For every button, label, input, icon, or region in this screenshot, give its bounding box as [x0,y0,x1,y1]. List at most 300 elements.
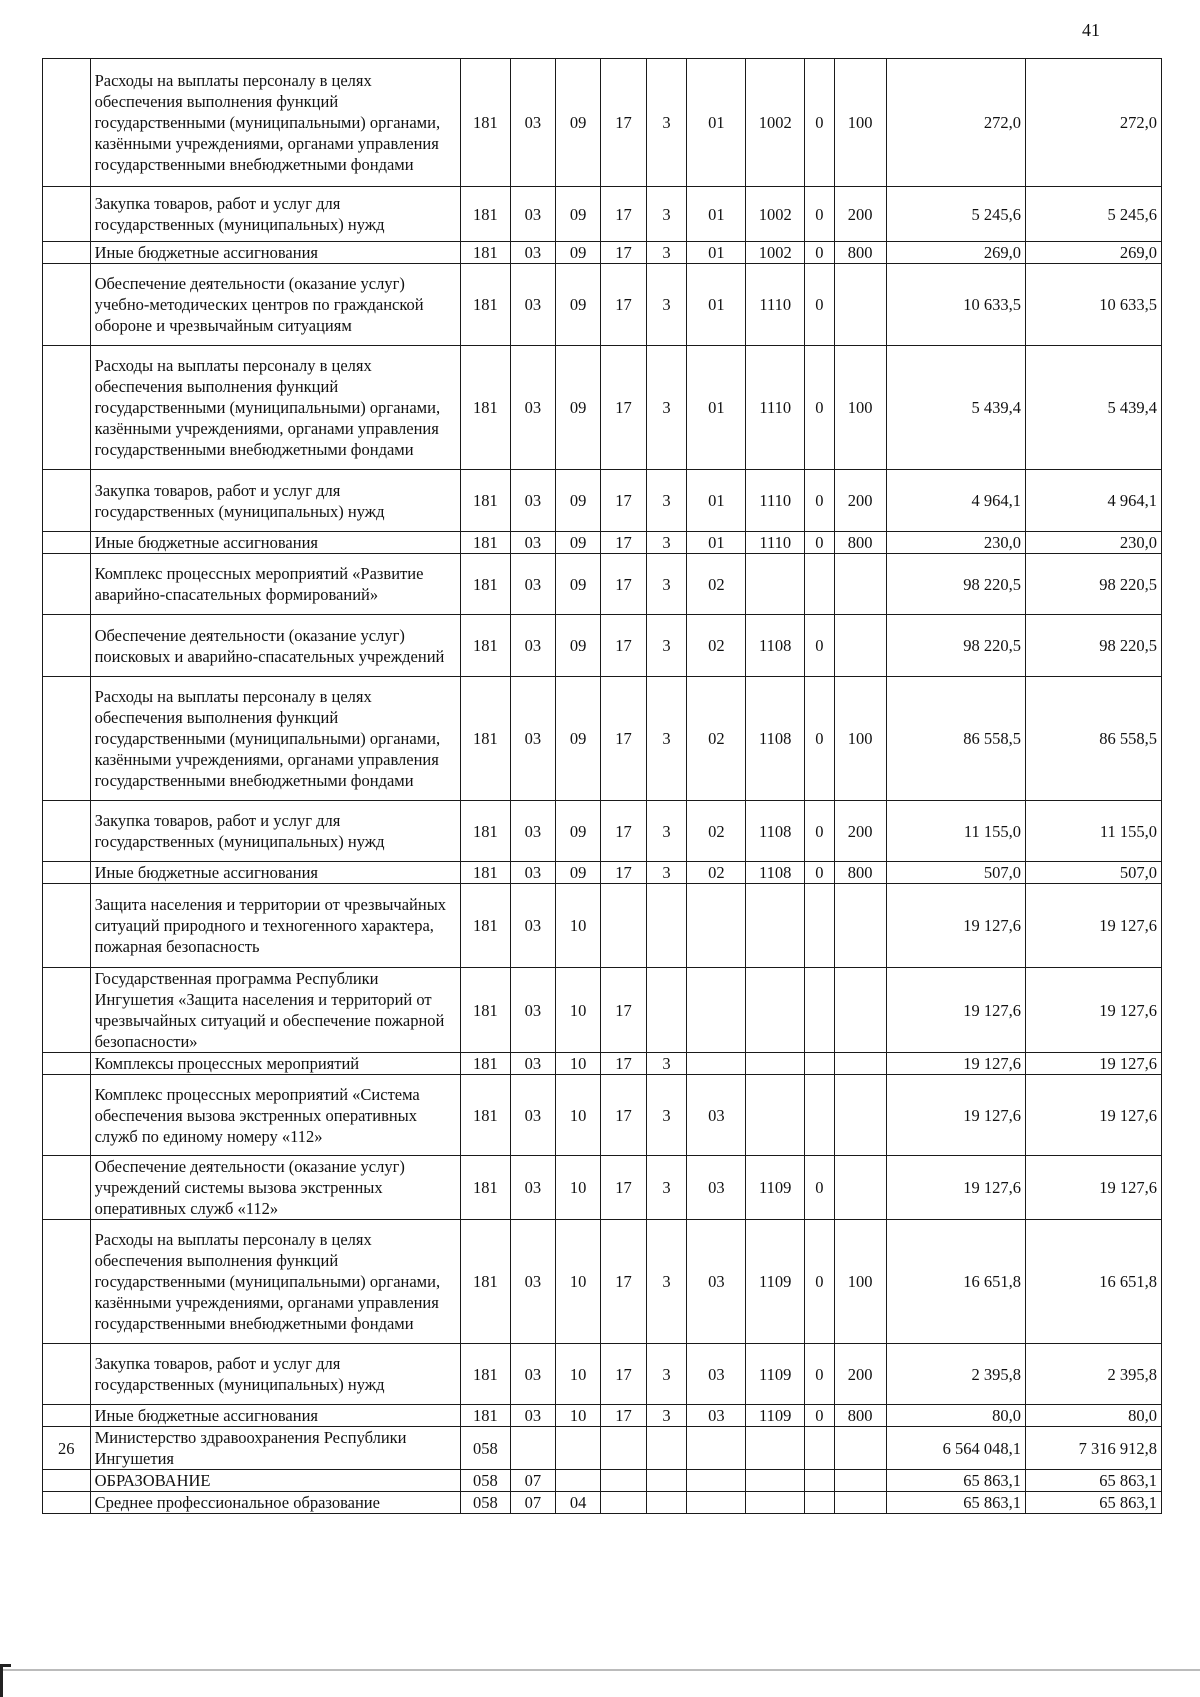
code-complex: 03 [687,1405,746,1427]
code-section: 03 [510,554,555,615]
code-program: 17 [601,59,646,187]
code-subsection: 09 [556,532,601,554]
amount-year-2: 269,0 [1026,242,1162,264]
code-subsection: 10 [556,968,601,1053]
amount-year-2: 11 155,0 [1026,801,1162,862]
table-row [43,532,1162,554]
code-subsection: 10 [556,1344,601,1405]
row-number [43,264,91,346]
code-complex: 02 [687,862,746,884]
page-number: 41 [1082,20,1100,40]
code-ministry: 181 [460,615,510,677]
code-expense-type: 200 [834,187,886,242]
code-program: 17 [601,1344,646,1405]
table-row [43,1075,1162,1156]
amount-year-1: 11 155,0 [886,801,1025,862]
code-section [510,1427,555,1470]
code-subprogram-type: 3 [646,554,687,615]
amount-year-2: 65 863,1 [1026,1492,1162,1514]
row-number [43,1053,91,1075]
code-subprogram-type: 3 [646,1220,687,1344]
code-extra: 0 [805,1220,834,1344]
amount-year-2: 272,0 [1026,59,1162,187]
amount-year-2: 19 127,6 [1026,1156,1162,1220]
row-number [43,1470,91,1492]
code-subsection: 09 [556,554,601,615]
code-expense-type [834,1470,886,1492]
code-subprogram-type: 3 [646,677,687,801]
code-direction [746,884,805,968]
amount-year-2: 19 127,6 [1026,968,1162,1053]
code-ministry: 058 [460,1470,510,1492]
row-number [43,346,91,470]
code-extra [805,968,834,1053]
amount-year-2: 80,0 [1026,1405,1162,1427]
code-subsection: 09 [556,346,601,470]
amount-year-1: 230,0 [886,532,1025,554]
code-expense-type [834,968,886,1053]
code-complex [687,1492,746,1514]
row-description: Иные бюджетные ассигнования [90,532,460,554]
code-ministry: 181 [460,884,510,968]
code-extra: 0 [805,59,834,187]
amount-year-2: 98 220,5 [1026,554,1162,615]
code-ministry: 181 [460,1344,510,1405]
code-direction: 1109 [746,1156,805,1220]
table-row [43,470,1162,532]
amount-year-2: 19 127,6 [1026,1053,1162,1075]
table-row [43,1344,1162,1405]
amount-year-2: 86 558,5 [1026,677,1162,801]
amount-year-1: 65 863,1 [886,1470,1025,1492]
code-expense-type [834,554,886,615]
code-complex: 03 [687,1156,746,1220]
amount-year-1: 2 395,8 [886,1344,1025,1405]
table-row [43,862,1162,884]
code-expense-type [834,1075,886,1156]
code-program: 17 [601,264,646,346]
code-subprogram-type: 3 [646,187,687,242]
code-ministry: 181 [460,1053,510,1075]
code-subsection: 09 [556,862,601,884]
code-subprogram-type [646,1470,687,1492]
table-row [43,1470,1162,1492]
row-description: Расходы на выплаты персоналу в целях обеспечения выполнения функций государственными (муниципальными) органами, казёнными учреждениями, органами управления государственными внебюджетными фондами [90,346,460,470]
code-section: 03 [510,615,555,677]
code-program: 17 [601,801,646,862]
code-complex: 01 [687,264,746,346]
row-description: Расходы на выплаты персоналу в целях обеспечения выполнения функций государственными (муниципальными) органами, казёнными учреждениями, органами управления государственными внебюджетными фондами [90,1220,460,1344]
code-program: 17 [601,1156,646,1220]
code-extra: 0 [805,532,834,554]
code-section: 03 [510,884,555,968]
code-subsection: 09 [556,470,601,532]
code-direction: 1110 [746,532,805,554]
code-ministry: 181 [460,1220,510,1344]
table-row [43,968,1162,1053]
amount-year-2: 10 633,5 [1026,264,1162,346]
code-program [601,1470,646,1492]
row-description: Государственная программа Республики Ингушетия «Защита населения и территорий от чрезвычайных ситуаций и обеспечение пожарной безопасности» [90,968,460,1053]
code-subprogram-type: 3 [646,1156,687,1220]
row-description: Защита населения и территории от чрезвычайных ситуаций природного и техногенного характера, пожарная безопасность [90,884,460,968]
amount-year-1: 10 633,5 [886,264,1025,346]
amount-year-1: 98 220,5 [886,615,1025,677]
code-ministry: 181 [460,470,510,532]
code-subsection [556,1427,601,1470]
code-subprogram-type: 3 [646,59,687,187]
code-section: 07 [510,1492,555,1514]
scan-corner-mark [0,1664,11,1697]
row-number [43,59,91,187]
table-row [43,346,1162,470]
code-ministry: 181 [460,1075,510,1156]
code-subsection: 09 [556,801,601,862]
code-complex [687,1427,746,1470]
code-direction: 1108 [746,677,805,801]
amount-year-1: 65 863,1 [886,1492,1025,1514]
code-complex: 02 [687,801,746,862]
code-program: 17 [601,532,646,554]
table-row [43,242,1162,264]
table-row [43,1427,1162,1470]
code-expense-type [834,1053,886,1075]
code-extra: 0 [805,677,834,801]
row-number [43,1156,91,1220]
row-number [43,242,91,264]
code-program: 17 [601,346,646,470]
row-description: Обеспечение деятельности (оказание услуг) учреждений системы вызова экстренных оперативных служб «112» [90,1156,460,1220]
code-complex: 01 [687,470,746,532]
code-complex: 02 [687,554,746,615]
code-direction: 1110 [746,264,805,346]
code-expense-type: 800 [834,242,886,264]
code-direction: 1109 [746,1405,805,1427]
code-complex: 01 [687,187,746,242]
code-direction [746,1492,805,1514]
code-subprogram-type [646,968,687,1053]
code-section: 03 [510,242,555,264]
code-section: 03 [510,968,555,1053]
amount-year-2: 4 964,1 [1026,470,1162,532]
code-subsection: 09 [556,187,601,242]
code-section: 03 [510,1156,555,1220]
amount-year-1: 6 564 048,1 [886,1427,1025,1470]
amount-year-2: 19 127,6 [1026,884,1162,968]
code-extra: 0 [805,862,834,884]
amount-year-1: 4 964,1 [886,470,1025,532]
code-ministry: 181 [460,242,510,264]
code-direction [746,1470,805,1492]
code-expense-type: 100 [834,59,886,187]
row-description: Обеспечение деятельности (оказание услуг) поисковых и аварийно-спасательных учреждений [90,615,460,677]
code-subsection: 09 [556,242,601,264]
code-subsection: 09 [556,677,601,801]
table-row [43,59,1162,187]
row-number [43,615,91,677]
code-expense-type: 200 [834,801,886,862]
code-direction [746,1427,805,1470]
code-complex: 01 [687,532,746,554]
code-ministry: 181 [460,346,510,470]
code-program: 17 [601,968,646,1053]
amount-year-1: 19 127,6 [886,968,1025,1053]
code-ministry: 181 [460,264,510,346]
code-direction: 1109 [746,1344,805,1405]
code-subprogram-type: 3 [646,615,687,677]
code-program [601,1427,646,1470]
row-number [43,677,91,801]
code-extra [805,1075,834,1156]
code-subprogram-type: 3 [646,801,687,862]
code-direction [746,1075,805,1156]
code-expense-type [834,264,886,346]
row-number: 26 [43,1427,91,1470]
row-number [43,1405,91,1427]
code-extra [805,1470,834,1492]
row-description: Расходы на выплаты персоналу в целях обеспечения выполнения функций государственными (муниципальными) органами, казёнными учреждениями, органами управления государственными внебюджетными фондами [90,59,460,187]
row-description: Расходы на выплаты персоналу в целях обеспечения выполнения функций государственными (муниципальными) органами, казёнными учреждениями, органами управления государственными внебюджетными фондами [90,677,460,801]
amount-year-1: 269,0 [886,242,1025,264]
amount-year-1: 5 439,4 [886,346,1025,470]
row-description: Комплексы процессных мероприятий [90,1053,460,1075]
amount-year-1: 80,0 [886,1405,1025,1427]
code-subprogram-type [646,1492,687,1514]
code-program: 17 [601,554,646,615]
code-subprogram-type: 3 [646,862,687,884]
table-row [43,615,1162,677]
code-extra: 0 [805,1405,834,1427]
table-body [43,59,1162,1514]
code-expense-type: 200 [834,1344,886,1405]
code-section: 03 [510,187,555,242]
row-description: Комплекс процессных мероприятий «Система обеспечения вызова экстренных оперативных служб по единому номеру «112» [90,1075,460,1156]
code-ministry: 058 [460,1427,510,1470]
code-program: 17 [601,1220,646,1344]
table-row [43,264,1162,346]
code-subprogram-type [646,884,687,968]
code-extra: 0 [805,346,834,470]
row-description: Министерство здравоохранения Республики Ингушетия [90,1427,460,1470]
code-extra: 0 [805,187,834,242]
code-extra [805,1427,834,1470]
code-section: 03 [510,59,555,187]
code-subsection: 10 [556,1053,601,1075]
code-extra [805,554,834,615]
code-extra: 0 [805,1156,834,1220]
code-section: 03 [510,677,555,801]
amount-year-2: 19 127,6 [1026,1075,1162,1156]
code-direction: 1108 [746,615,805,677]
code-expense-type: 200 [834,470,886,532]
code-subprogram-type: 3 [646,1075,687,1156]
row-description: Иные бюджетные ассигнования [90,1405,460,1427]
code-direction [746,554,805,615]
row-number [43,801,91,862]
table-row [43,1156,1162,1220]
code-program: 17 [601,677,646,801]
code-complex: 01 [687,242,746,264]
code-direction: 1108 [746,801,805,862]
code-program: 17 [601,1075,646,1156]
amount-year-1: 19 127,6 [886,884,1025,968]
table-row [43,1492,1162,1514]
code-expense-type: 100 [834,346,886,470]
code-expense-type: 800 [834,862,886,884]
amount-year-2: 507,0 [1026,862,1162,884]
code-ministry: 181 [460,532,510,554]
code-section: 03 [510,1075,555,1156]
code-ministry: 181 [460,187,510,242]
amount-year-1: 19 127,6 [886,1075,1025,1156]
row-description: Среднее профессиональное образование [90,1492,460,1514]
code-subsection: 04 [556,1492,601,1514]
code-section: 03 [510,532,555,554]
scan-edge-line [0,1669,1200,1671]
code-subsection: 09 [556,615,601,677]
code-direction: 1002 [746,187,805,242]
code-direction: 1110 [746,470,805,532]
code-program: 17 [601,1053,646,1075]
code-complex [687,1053,746,1075]
row-number [43,862,91,884]
code-section: 03 [510,862,555,884]
code-extra: 0 [805,1344,834,1405]
code-complex [687,1470,746,1492]
code-extra [805,1053,834,1075]
code-direction [746,968,805,1053]
budget-table [42,58,1162,1514]
code-extra: 0 [805,470,834,532]
code-extra: 0 [805,615,834,677]
code-expense-type [834,1492,886,1514]
code-section: 03 [510,1220,555,1344]
row-description: Закупка товаров, работ и услуг для государственных (муниципальных) нужд [90,1344,460,1405]
row-description: Иные бюджетные ассигнования [90,242,460,264]
code-direction: 1110 [746,346,805,470]
code-subsection: 10 [556,884,601,968]
code-subsection: 09 [556,264,601,346]
code-program: 17 [601,242,646,264]
code-ministry: 181 [460,801,510,862]
code-program [601,1492,646,1514]
code-subprogram-type: 3 [646,1053,687,1075]
code-complex [687,968,746,1053]
code-ministry: 181 [460,862,510,884]
code-direction: 1002 [746,59,805,187]
code-complex: 01 [687,346,746,470]
row-number [43,1344,91,1405]
code-subprogram-type: 3 [646,1344,687,1405]
amount-year-1: 507,0 [886,862,1025,884]
table-row [43,677,1162,801]
code-section: 03 [510,1405,555,1427]
code-subprogram-type: 3 [646,532,687,554]
amount-year-1: 19 127,6 [886,1156,1025,1220]
code-subsection: 10 [556,1075,601,1156]
code-section: 03 [510,1344,555,1405]
code-ministry: 181 [460,59,510,187]
row-number [43,1220,91,1344]
code-complex: 02 [687,615,746,677]
row-description: Закупка товаров, работ и услуг для государственных (муниципальных) нужд [90,187,460,242]
code-complex: 01 [687,59,746,187]
row-number [43,470,91,532]
code-expense-type [834,1156,886,1220]
amount-year-2: 7 316 912,8 [1026,1427,1162,1470]
row-description: Закупка товаров, работ и услуг для государственных (муниципальных) нужд [90,801,460,862]
code-extra [805,1492,834,1514]
row-number [43,532,91,554]
code-program: 17 [601,187,646,242]
row-description: Закупка товаров, работ и услуг для государственных (муниципальных) нужд [90,470,460,532]
amount-year-1: 86 558,5 [886,677,1025,801]
amount-year-1: 16 651,8 [886,1220,1025,1344]
code-direction: 1002 [746,242,805,264]
code-expense-type: 100 [834,677,886,801]
code-extra: 0 [805,242,834,264]
amount-year-1: 5 245,6 [886,187,1025,242]
code-section: 03 [510,1053,555,1075]
amount-year-2: 5 439,4 [1026,346,1162,470]
code-complex [687,884,746,968]
amount-year-2: 2 395,8 [1026,1344,1162,1405]
code-section: 03 [510,470,555,532]
code-extra [805,884,834,968]
code-subprogram-type: 3 [646,1405,687,1427]
code-extra: 0 [805,264,834,346]
code-subsection: 10 [556,1220,601,1344]
code-section: 03 [510,801,555,862]
code-subprogram-type: 3 [646,242,687,264]
code-program [601,884,646,968]
table-row [43,884,1162,968]
code-ministry: 181 [460,554,510,615]
table-row [43,187,1162,242]
row-number [43,554,91,615]
code-expense-type [834,884,886,968]
code-program: 17 [601,1405,646,1427]
code-complex: 02 [687,677,746,801]
amount-year-2: 98 220,5 [1026,615,1162,677]
code-extra: 0 [805,801,834,862]
code-expense-type [834,1427,886,1470]
table-row [43,1220,1162,1344]
table-row [43,1053,1162,1075]
code-ministry: 181 [460,1405,510,1427]
row-description: Иные бюджетные ассигнования [90,862,460,884]
amount-year-1: 98 220,5 [886,554,1025,615]
amount-year-1: 272,0 [886,59,1025,187]
code-ministry: 058 [460,1492,510,1514]
code-ministry: 181 [460,968,510,1053]
code-complex: 03 [687,1075,746,1156]
amount-year-1: 19 127,6 [886,1053,1025,1075]
amount-year-2: 65 863,1 [1026,1470,1162,1492]
row-number [43,1075,91,1156]
amount-year-2: 230,0 [1026,532,1162,554]
code-direction [746,1053,805,1075]
code-complex: 03 [687,1220,746,1344]
amount-year-2: 5 245,6 [1026,187,1162,242]
code-subprogram-type: 3 [646,470,687,532]
code-complex: 03 [687,1344,746,1405]
row-number [43,884,91,968]
row-number [43,968,91,1053]
table-row [43,554,1162,615]
code-program: 17 [601,470,646,532]
row-number [43,1492,91,1514]
